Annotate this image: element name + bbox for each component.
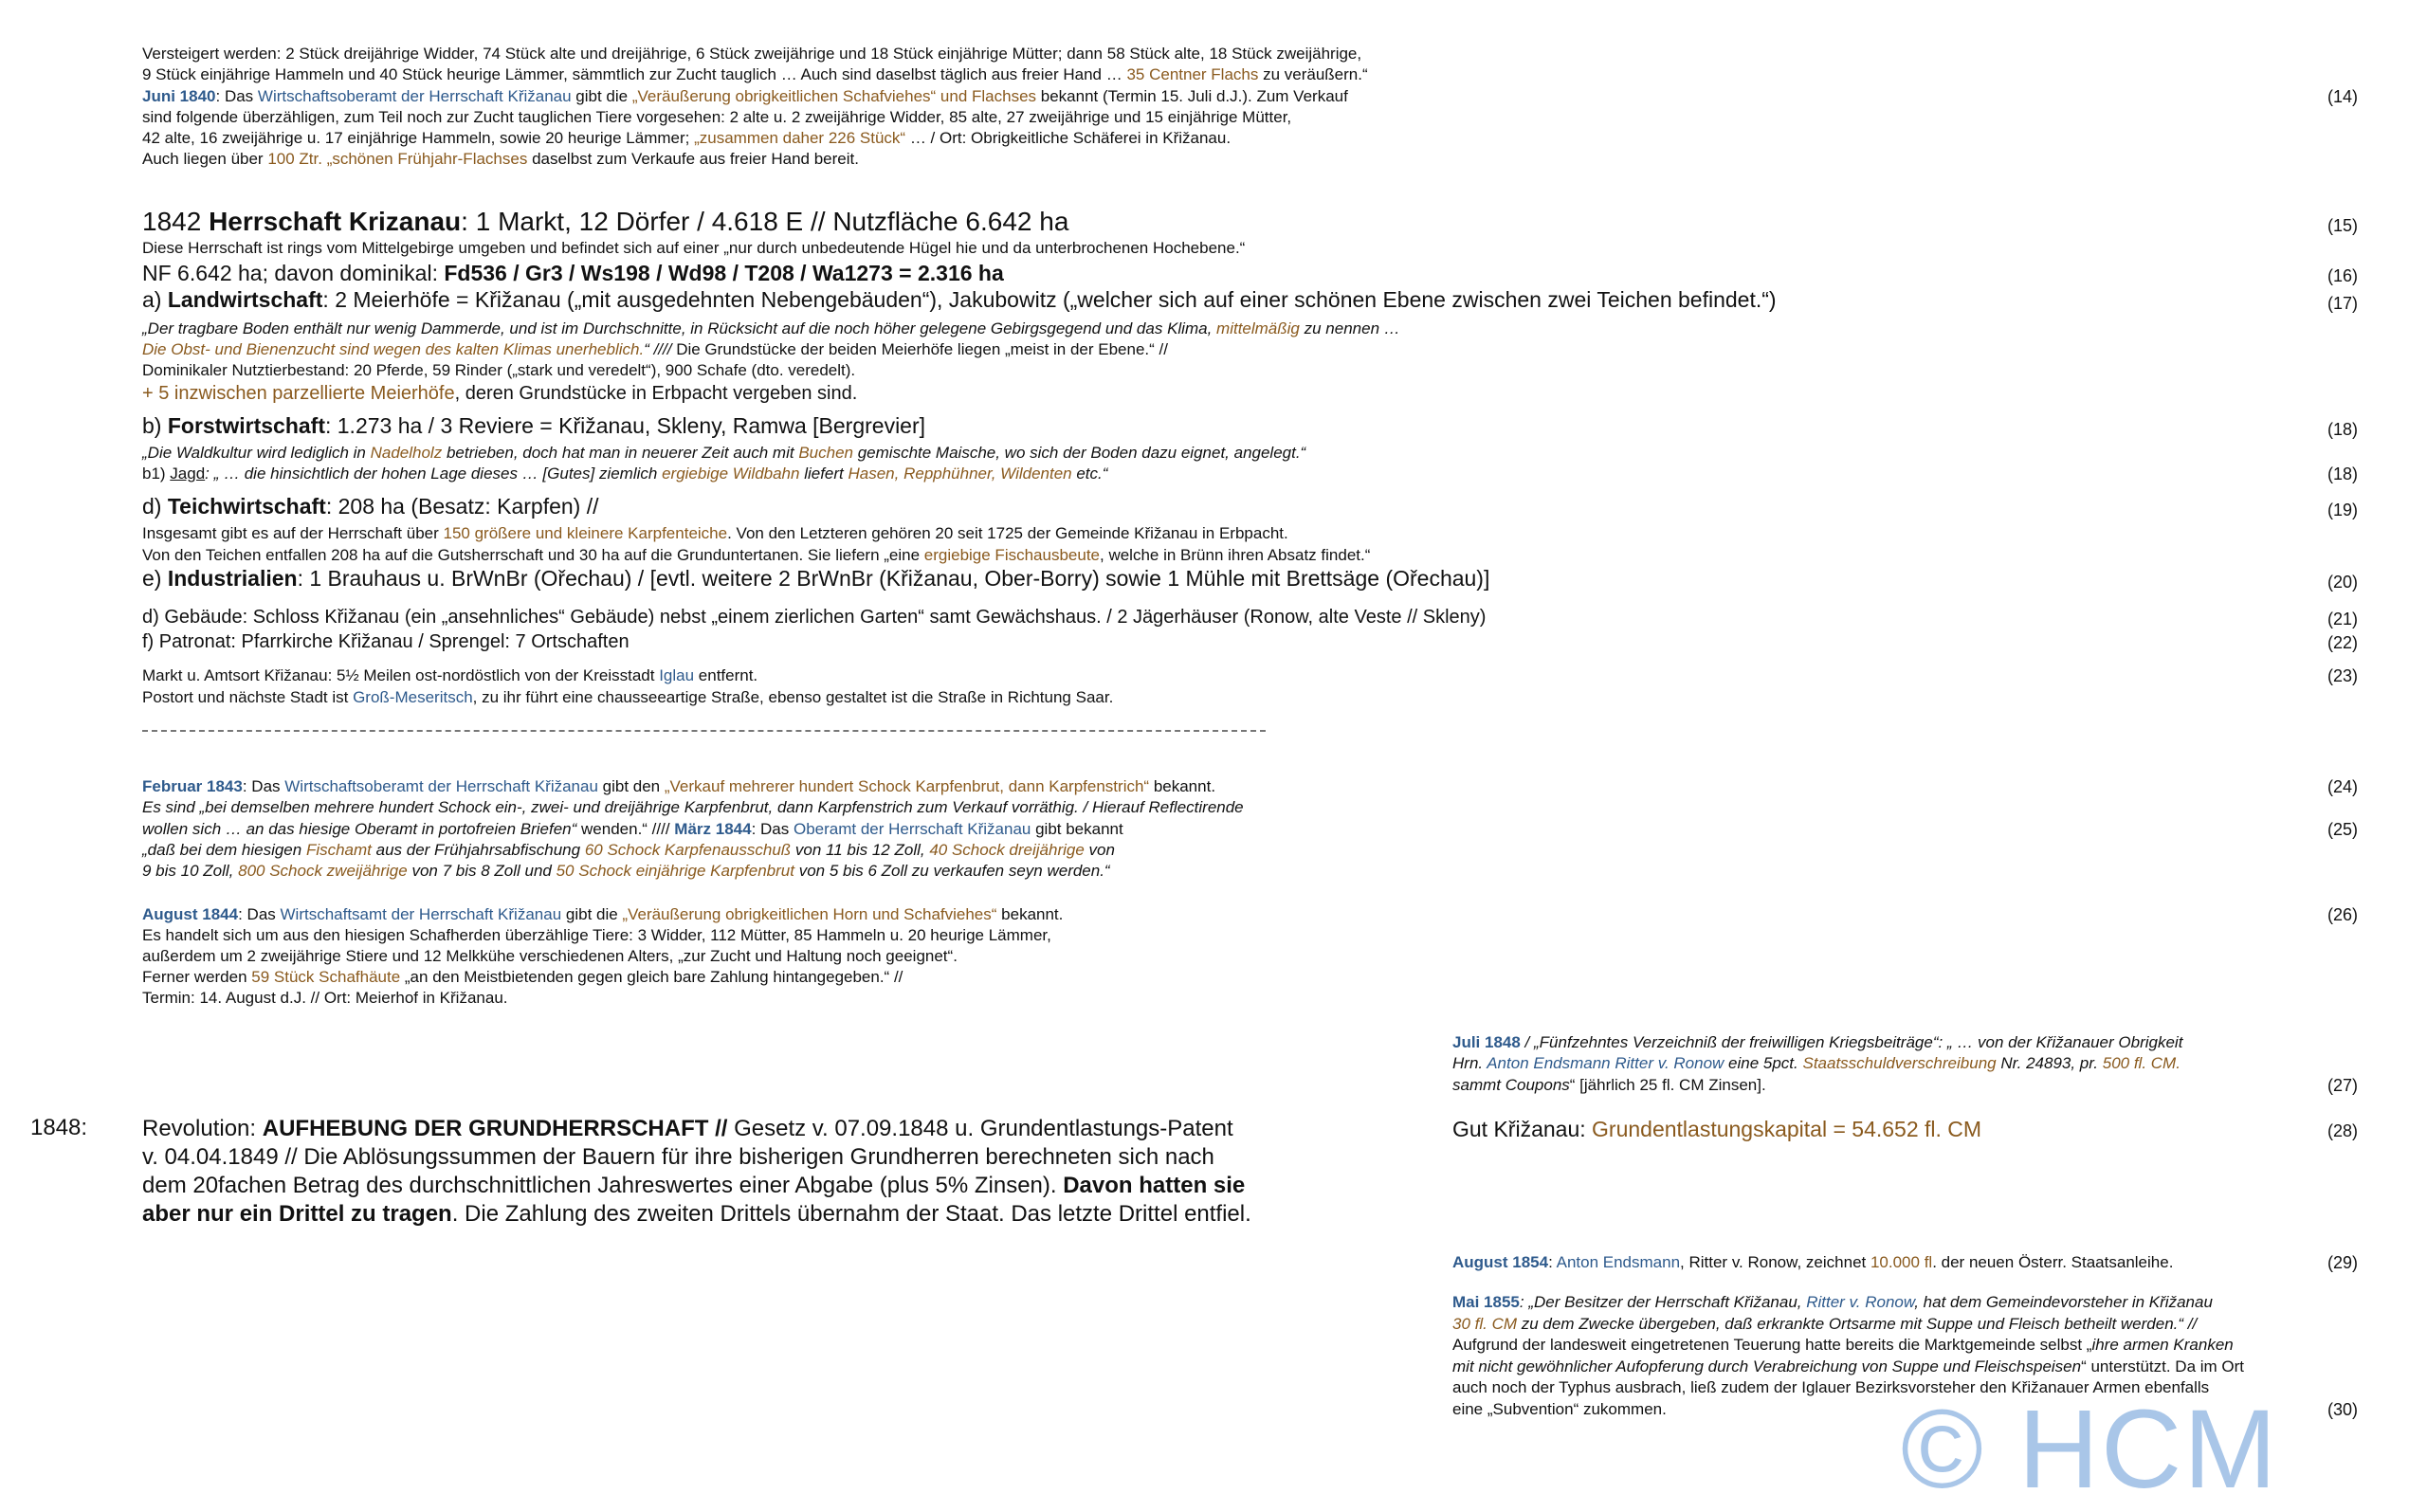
text-run: von 7 bis 8 Zoll und	[407, 862, 557, 880]
entry-line	[1452, 1054, 2181, 1073]
text-run: Insgesamt gibt es auf der Herrschaft über	[142, 524, 444, 542]
text-run-bold: aber nur ein Drittel zu tragen	[142, 1201, 452, 1227]
text-run: : Das	[215, 87, 258, 105]
text-run: , deren Grundstücke in Erbpacht vergeben sind.	[454, 383, 858, 404]
text-run: 100 Ztr. „schönen Frühjahr-Flachses	[267, 150, 528, 168]
text-run: Die Grundstücke der beiden Meierhöfe liegen „meist in der Ebene.“ //	[676, 340, 1168, 358]
text-run: zu veräußern.“	[1258, 65, 1368, 83]
footnote-number: (25)	[2327, 820, 2359, 839]
entry-line	[1452, 1117, 1981, 1141]
text-run: Es sind „	[142, 798, 206, 816]
text-run: 42 alte, 16 zweijährige u. 17 einjährige Hammeln, sowie 20 heurige Lämmer;	[142, 129, 695, 147]
text-run: “: „ … von der Křižanauer Obrigkeit	[1932, 1033, 2183, 1051]
text-run: . Von den Letzteren gehören 20 seit 1725 der Gemeinde Křižanau in Erbpacht.	[727, 524, 1288, 542]
text-run: + 5 inzwischen parzellierte Meierhöfe	[142, 383, 455, 404]
text-run: Der Besitzer der Herrschaft Křižanau,	[1534, 1293, 1807, 1311]
text-run: Teichwirtschaft	[167, 494, 326, 519]
footnote-number: (24)	[2327, 777, 2359, 796]
entry-line	[142, 841, 1115, 860]
entry-line	[142, 947, 958, 966]
text-run: Es handelt sich um aus den hiesigen Schafherden überzählige Tiere: 3 Widder, 112 Mütter, 85 Hammeln u. 20 heurige Lämmer,	[142, 926, 1051, 944]
text-run: ergiebige Fischausbeute	[923, 546, 1100, 564]
text-run: Herrschaft Krizanau	[209, 207, 462, 236]
text-run: 500 fl. CM.	[2102, 1054, 2181, 1072]
text-run: von	[1084, 841, 1115, 859]
text-run: Nr. 24893, pr.	[1996, 1054, 2103, 1072]
text-run: : 1 Brauhaus u. BrWnBr (Ořechau) / [evtl. weitere 2 BrWnBr (Křižanau, Ober-Borry) sowie 1 Mühle mit Brettsäge (Ořechau)]	[297, 566, 1490, 591]
footnote-number: (26)	[2327, 905, 2359, 924]
text-run: „Verkauf mehrerer hundert Schock Karpfenbrut, dann Karpfenstrich“	[664, 777, 1150, 795]
text-run: “ ////	[644, 340, 677, 358]
text-run: NF 6.642 ha; davon dominikal:	[142, 261, 445, 285]
revolution-line-4	[142, 1200, 1356, 1229]
entry-line	[1452, 1076, 1766, 1095]
entry-line	[142, 413, 925, 438]
text-run: gibt bekannt	[1031, 820, 1123, 838]
text-run: gibt den	[597, 777, 665, 795]
text-run: Wirtschaftsoberamt der Herrschaft Křižanau	[284, 777, 598, 795]
text-run: ergiebige Wildbahn	[662, 465, 800, 483]
footnote-number: (15)	[2327, 216, 2359, 235]
text-run: „an den Meistbietenden gegen gleich bare Zahlung hintangegeben.“ //	[400, 968, 903, 986]
entry-line	[142, 45, 1361, 64]
text-run: gemischte Maische, wo sich der Boden dazu eignet, angelegt.“	[853, 444, 1306, 462]
text-run: eine „Subvention“ zukommen.	[1452, 1400, 1667, 1418]
text-run: sind folgende überzähligen, zum Teil noch zur Zucht tauglichen Tiere vorgesehen: 2 alte u. 2 zweijährige Widder, 85 alte, 27 zweijährige und 15 einjährige Mütter,	[142, 108, 1292, 126]
text-run: zu nennen …	[1299, 319, 1400, 337]
footnote-number: (22)	[2327, 633, 2359, 652]
text-run: entfernt.	[694, 666, 758, 684]
text-run: bekannt.	[1149, 777, 1216, 795]
text-run: , Ritter v. Ronow, zeichnet	[1680, 1253, 1870, 1271]
text-run: von 5 bis 6 Zoll zu verkaufen seyn werden.“	[794, 862, 1110, 880]
text-run: “ [jährlich 25 fl. CM Zinsen].	[1569, 1076, 1766, 1094]
text-run: 40 Schock dreijährige	[929, 841, 1085, 859]
text-run: sammt Coupons	[1452, 1076, 1570, 1094]
entry-line	[1452, 1253, 2173, 1272]
entry-line	[142, 666, 757, 685]
footnote-number: (14)	[2327, 87, 2359, 106]
text-run: Fischamt	[305, 841, 372, 859]
text-run: Termin: 14. August d.J. // Ort: Meierhof in Křižanau.	[142, 989, 508, 1007]
text-run: Iglau	[659, 666, 695, 684]
footnote-number: (29)	[2327, 1253, 2359, 1272]
text-run: wollen sich … an das hiesige Oberamt in portofreien Briefen“	[142, 820, 577, 838]
text-run: bekannt (Termin 15. Juli d.J.). Zum Verkauf	[1036, 87, 1348, 105]
text-run: von 11 bis 12 Zoll,	[791, 841, 930, 859]
text-run: 60 Schock Karpfenausschuß	[584, 841, 792, 859]
text-run: Staatsschuldverschreibung	[1802, 1054, 1997, 1072]
text-run: „Die Waldkultur wird lediglich in	[142, 444, 371, 462]
text-run: b)	[142, 413, 168, 438]
text-run: e)	[142, 566, 168, 591]
section-heading	[142, 207, 1068, 237]
text-run: Groß-Meseritsch	[353, 688, 473, 706]
text-run: Fünfzehntes Verzeichniß der freiwilligen Kriegsbeiträge	[1539, 1033, 1933, 1051]
text-run: 150 größere und kleinere Karpfenteiche	[443, 524, 728, 542]
text-run: Hrn.	[1452, 1054, 1487, 1072]
text-run: Diese Herrschaft ist rings vom Mittelgebirge umgeben und befindet sich auf einer „nur durch unbedeutende Hügel hie und da unterbrochenen Hochebene.“	[142, 239, 1246, 257]
text-run: 35 Centner Flachs	[1126, 65, 1259, 83]
text-run: betrieben, doch hat man in neuerer Zeit auch mit	[442, 444, 799, 462]
text-run: : 208 ha (Besatz: Karpfen) //	[325, 494, 599, 519]
section-divider	[142, 730, 1266, 732]
text-run: : 1.273 ha / 3 Reviere = Křižanau, Skleny, Ramwa [	[324, 413, 819, 438]
entry-line	[142, 631, 630, 653]
footnote-number: (19)	[2327, 501, 2359, 519]
entry-line	[1452, 1293, 2213, 1312]
text-run: Wirtschaftsamt der Herrschaft Křižanau	[280, 905, 562, 923]
text-run: : Das	[238, 905, 281, 923]
text-run: Dominikaler Nutztierbestand: 20 Pferde, 59 Rinder („stark und veredelt“), 900 Schafe (dto. veredelt).	[142, 361, 856, 379]
entry-line	[142, 524, 1288, 543]
text-run: zu dem Zwecke übergeben, daß erkrankte Ortsarme mit Suppe und Fleisch betheilt werden.“ //	[1517, 1315, 2198, 1333]
footnote-number: (30)	[2327, 1400, 2359, 1419]
entry-line	[142, 261, 1004, 285]
text-run: Buchen	[798, 444, 853, 462]
text-run: Versteigert werden: 2 Stück dreijährige Widder, 74 Stück alte und dreijährige, 6 Stück zweijährige und 18 Stück einjährige Mütter; dann 58 Stück alte, 18 Stück zweijährige,	[142, 45, 1362, 63]
text-run: a)	[142, 287, 168, 312]
text-run: Die Obst- und Bienenzucht sind wegen des kalten Klimas unerheblich.	[142, 340, 645, 358]
year-label: 1848:	[30, 1115, 88, 1140]
text-run-bold: Davon hatten sie	[1063, 1173, 1246, 1198]
entry-line	[142, 968, 903, 987]
entry-line	[142, 989, 508, 1008]
text-run: dem 20fachen Betrag des durchschnittlichen Jahreswertes einer Abgabe (plus 5% Zinsen).	[142, 1173, 1064, 1198]
text-run: bekannt.	[996, 905, 1064, 923]
text-run: aus der Frühjahrsabfischung	[371, 841, 585, 859]
entry-line	[1452, 1336, 2234, 1355]
text-run: daselbst zum Verkaufe aus freier Hand bereit.	[527, 150, 859, 168]
text-run-bold: AUFHEBUNG DER GRUNDHERRSCHAFT //	[262, 1116, 728, 1141]
footnote-number: (23)	[2327, 666, 2359, 685]
revolution-line-1	[142, 1115, 1356, 1143]
text-run: 1842	[142, 207, 210, 236]
text-run: 800 Schock zweijährige	[238, 862, 408, 880]
text-run: : 2 Meierhöfe = Křižanau („mit ausgedehnten Nebengebäuden“), Jakubowitz („welcher sich auf einer schönen Ebene zwischen zwei Teichen befindet.“)	[322, 287, 1777, 312]
text-run: Von den Teichen entfallen 208 ha auf die Gutsherrschaft und 30 ha auf die Grunduntertanen. Sie liefern „eine	[142, 546, 924, 564]
text-run: August 1844	[142, 905, 239, 923]
footnote-number: (27)	[2327, 1076, 2359, 1095]
text-run: März 1844	[674, 820, 752, 838]
entry-line	[142, 820, 1123, 839]
text-run: , welche in Brünn ihren Absatz findet.“	[1100, 546, 1371, 564]
footnote-number: (18)	[2327, 465, 2359, 483]
revolution-paragraph	[142, 1115, 1356, 1229]
text-run: Anton Endsmann Ritter v. Ronow	[1487, 1054, 1724, 1072]
text-run: außerdem um 2 zweijährige Stiere und 12 Melkkühe verschiedenen Alters, „zur Zucht und Haltung noch geeignet“.	[142, 947, 958, 965]
text-run: : Das	[242, 777, 285, 795]
entry-line	[1452, 1400, 1667, 1419]
text-run: 30 fl. CM	[1452, 1315, 1518, 1333]
footnote-number: (18)	[2327, 420, 2359, 439]
text-run: Mai 1855	[1452, 1293, 1520, 1311]
text-run: mittelmäßig	[1216, 319, 1300, 337]
footnote-number: (17)	[2327, 294, 2359, 313]
text-run: Grundentlastungskapital = 54.652 fl. CM	[1592, 1117, 1982, 1141]
text-run: ) nebst „einem zierlichen Garten“ samt Gewächshaus. / 2 Jägerhäuser (	[648, 607, 1250, 628]
text-run: 9 bis 10 Zoll,	[142, 862, 239, 880]
revolution-line-3	[142, 1172, 1356, 1200]
text-run: „zusammen daher 226 Stück“	[694, 129, 906, 147]
text-run: Auch liegen über	[142, 150, 268, 168]
text-run: Wirtschaftsoberamt der Herrschaft Křižanau	[257, 87, 572, 105]
entry-line	[142, 905, 1063, 924]
text-run: Gesetz v. 07.09.1848 u. Grundentlastungs-Patent	[727, 1116, 1233, 1141]
entry-line	[142, 444, 1305, 463]
entry-line	[142, 688, 1113, 707]
entry-line	[142, 340, 1168, 359]
entry-line	[142, 926, 1051, 945]
text-run: , zu ihr führt eine chausseeartige Straße, ebenso gestaltet ist die Straße in Richtung Saar.	[472, 688, 1114, 706]
text-run: , hat dem Gemeindevorsteher in Křižanau	[1914, 1293, 2213, 1311]
text-run: „daß bei dem hiesigen	[142, 841, 306, 859]
text-run: Fd536 / Gr3 / Ws198 / Wd98 / T208 / Wa1273 = 2.316 ha	[444, 261, 1004, 285]
text-run: . Die Zahlung des zweiten Drittels übernahm der Staat. Das letzte Drittel entfiel.	[451, 1201, 1251, 1227]
entry-line	[1452, 1315, 2197, 1334]
text-run: August 1854	[1452, 1253, 1549, 1271]
footnote-number: (16)	[2327, 266, 2359, 285]
text-run: Forstwirtschaft	[167, 413, 325, 438]
text-run: Ritter v. Ronow	[1806, 1293, 1915, 1311]
entry-line	[142, 465, 1107, 483]
text-run: Bergrevier	[818, 413, 920, 438]
text-run: Revolution:	[142, 1116, 263, 1141]
entry-line	[142, 494, 599, 519]
entry-line	[142, 65, 1368, 84]
text-run: „Veräußerung obrigkeitlichen Horn und Schafviehes“	[622, 905, 997, 923]
entry-line	[142, 87, 1348, 106]
text-run: Anton Endsmann	[1556, 1253, 1681, 1271]
text-run: Landwirtschaft	[167, 287, 323, 312]
text-run: . der neuen Österr. Staatsanleihe.	[1932, 1253, 2174, 1271]
text-run: d) Gebäude: Schloss Křižanau (	[142, 607, 411, 628]
text-run: : „	[1519, 1293, 1534, 1311]
text-run: ein „ansehnliches“ Gebäude	[411, 607, 648, 628]
text-run: Gut Křižanau:	[1452, 1117, 1593, 1141]
text-run: 10.000 fl	[1870, 1253, 1933, 1271]
footnote-number: (28)	[2327, 1121, 2359, 1140]
entry-line	[1452, 1357, 2244, 1376]
text-run: / „	[1520, 1033, 1540, 1051]
text-run: bei demselben mehrere hundert Schock ein-, zwei- und dreijährige Karpfenbrut, dann Karpfenstrich zum Verkauf vorräthig. / Hierauf Reflectirende	[205, 798, 1244, 816]
text-run: „Veräußerung obrigkeitlichen Schafviehes“ und Flachses	[631, 87, 1037, 105]
entry-line	[1452, 1033, 2182, 1052]
text-run: mit nicht gewöhnlicher Aufopferung durch Verabreichung von Suppe und Fleischspeisen	[1452, 1357, 2082, 1375]
text-run: d)	[142, 494, 168, 519]
text-run: Jagd	[170, 465, 206, 483]
entry-line	[142, 287, 1777, 312]
text-run: “ unterstützt. Da im Ort	[2081, 1357, 2245, 1375]
entry-line	[142, 798, 1244, 817]
copyright-watermark: © HCM	[1901, 1387, 2279, 1512]
text-run: : „ … die hinsichtlich der hohen Lage dieses … [Gutes] ziemlich	[205, 465, 663, 483]
text-run: Nadelholz	[370, 444, 443, 462]
text-run: gibt die	[571, 87, 632, 105]
text-run: : Das	[751, 820, 794, 838]
entry-line	[142, 129, 1231, 148]
text-run: Ronow, alte Veste // Skleny	[1250, 607, 1480, 628]
text-run: )	[1479, 607, 1487, 628]
revolution-line-2: v. 04.04.1849 // Die Ablösungssummen der Bauern für ihre bisherigen Grundherren berechneten sich nach	[142, 1144, 1214, 1170]
entry-line	[142, 239, 1245, 258]
text-run: etc.“	[1071, 465, 1108, 483]
text-run: : 1 Markt, 12 Dörfer / 4.618 E // Nutzfläche 6.642 ha	[461, 207, 1069, 236]
text-run: liefert	[799, 465, 849, 483]
entry-line	[142, 777, 1215, 796]
text-run: b1)	[142, 465, 171, 483]
text-run: Aufgrund der landesweit eingetretenen Teuerung hatte bereits die Marktgemeinde selbst „	[1452, 1336, 2092, 1354]
text-run: Industrialien	[167, 566, 298, 591]
text-run: :	[1548, 1253, 1557, 1271]
entry-line	[142, 383, 857, 405]
text-run: wenden.“ ////	[576, 820, 675, 838]
entry-line	[142, 566, 1489, 591]
entry-line	[142, 546, 1370, 565]
text-run: Juli 1848	[1452, 1033, 1521, 1051]
entry-line	[142, 862, 1110, 881]
entry-line	[142, 319, 1400, 338]
text-run: 50 Schock einjährige Karpfenbrut	[556, 862, 794, 880]
footnote-number: (21)	[2327, 610, 2359, 628]
text-run: „Der tragbare Boden enthält nur wenig Dammerde, und ist im Durchschnitte, in Rücksicht auf die noch höher gelegene Gebirgsgegend und das Klima,	[142, 319, 1217, 337]
entry-line	[142, 607, 1486, 628]
text-run: auch noch der Typhus ausbrach, ließ zudem der Iglauer Bezirksvorsteher den Křižanauer Armen ebenfalls	[1452, 1378, 2210, 1396]
text-run: Oberamt der Herrschaft Křižanau	[793, 820, 1031, 838]
footnote-number: (20)	[2327, 573, 2359, 592]
entry-line	[142, 361, 855, 380]
text-run: 59 Stück Schafhäute	[251, 968, 401, 986]
text-run: Juni 1840	[142, 87, 216, 105]
text-run: Postort und nächste Stadt ist	[142, 688, 354, 706]
text-run: eine 5pct.	[1724, 1054, 1803, 1072]
text-run: Februar 1843	[142, 777, 243, 795]
text-run: Ferner werden	[142, 968, 252, 986]
entry-line	[142, 108, 1291, 127]
entry-line	[142, 150, 859, 169]
text-run: ]	[919, 413, 926, 438]
text-run: ihre armen Kranken	[2091, 1336, 2234, 1354]
text-run: Markt u. Amtsort Křižanau: 5½ Meilen ost-nordöstlich von der Kreisstadt	[142, 666, 660, 684]
text-run: 9 Stück einjährige Hammeln und 40 Stück heurige Lämmer, sämmtlich zur Zucht tauglich … Auch sind daselbst täglich aus freier Hand …	[142, 65, 1127, 83]
text-run: f) Patronat: Pfarrkirche Křižanau / Sprengel: 7 Ortschaften	[142, 631, 630, 652]
text-run: … / Ort: Obrigkeitliche Schäferei in Křižanau.	[905, 129, 1232, 147]
text-run: gibt die	[561, 905, 623, 923]
text-run: Hasen, Repphühner, Wildenten	[848, 465, 1072, 483]
